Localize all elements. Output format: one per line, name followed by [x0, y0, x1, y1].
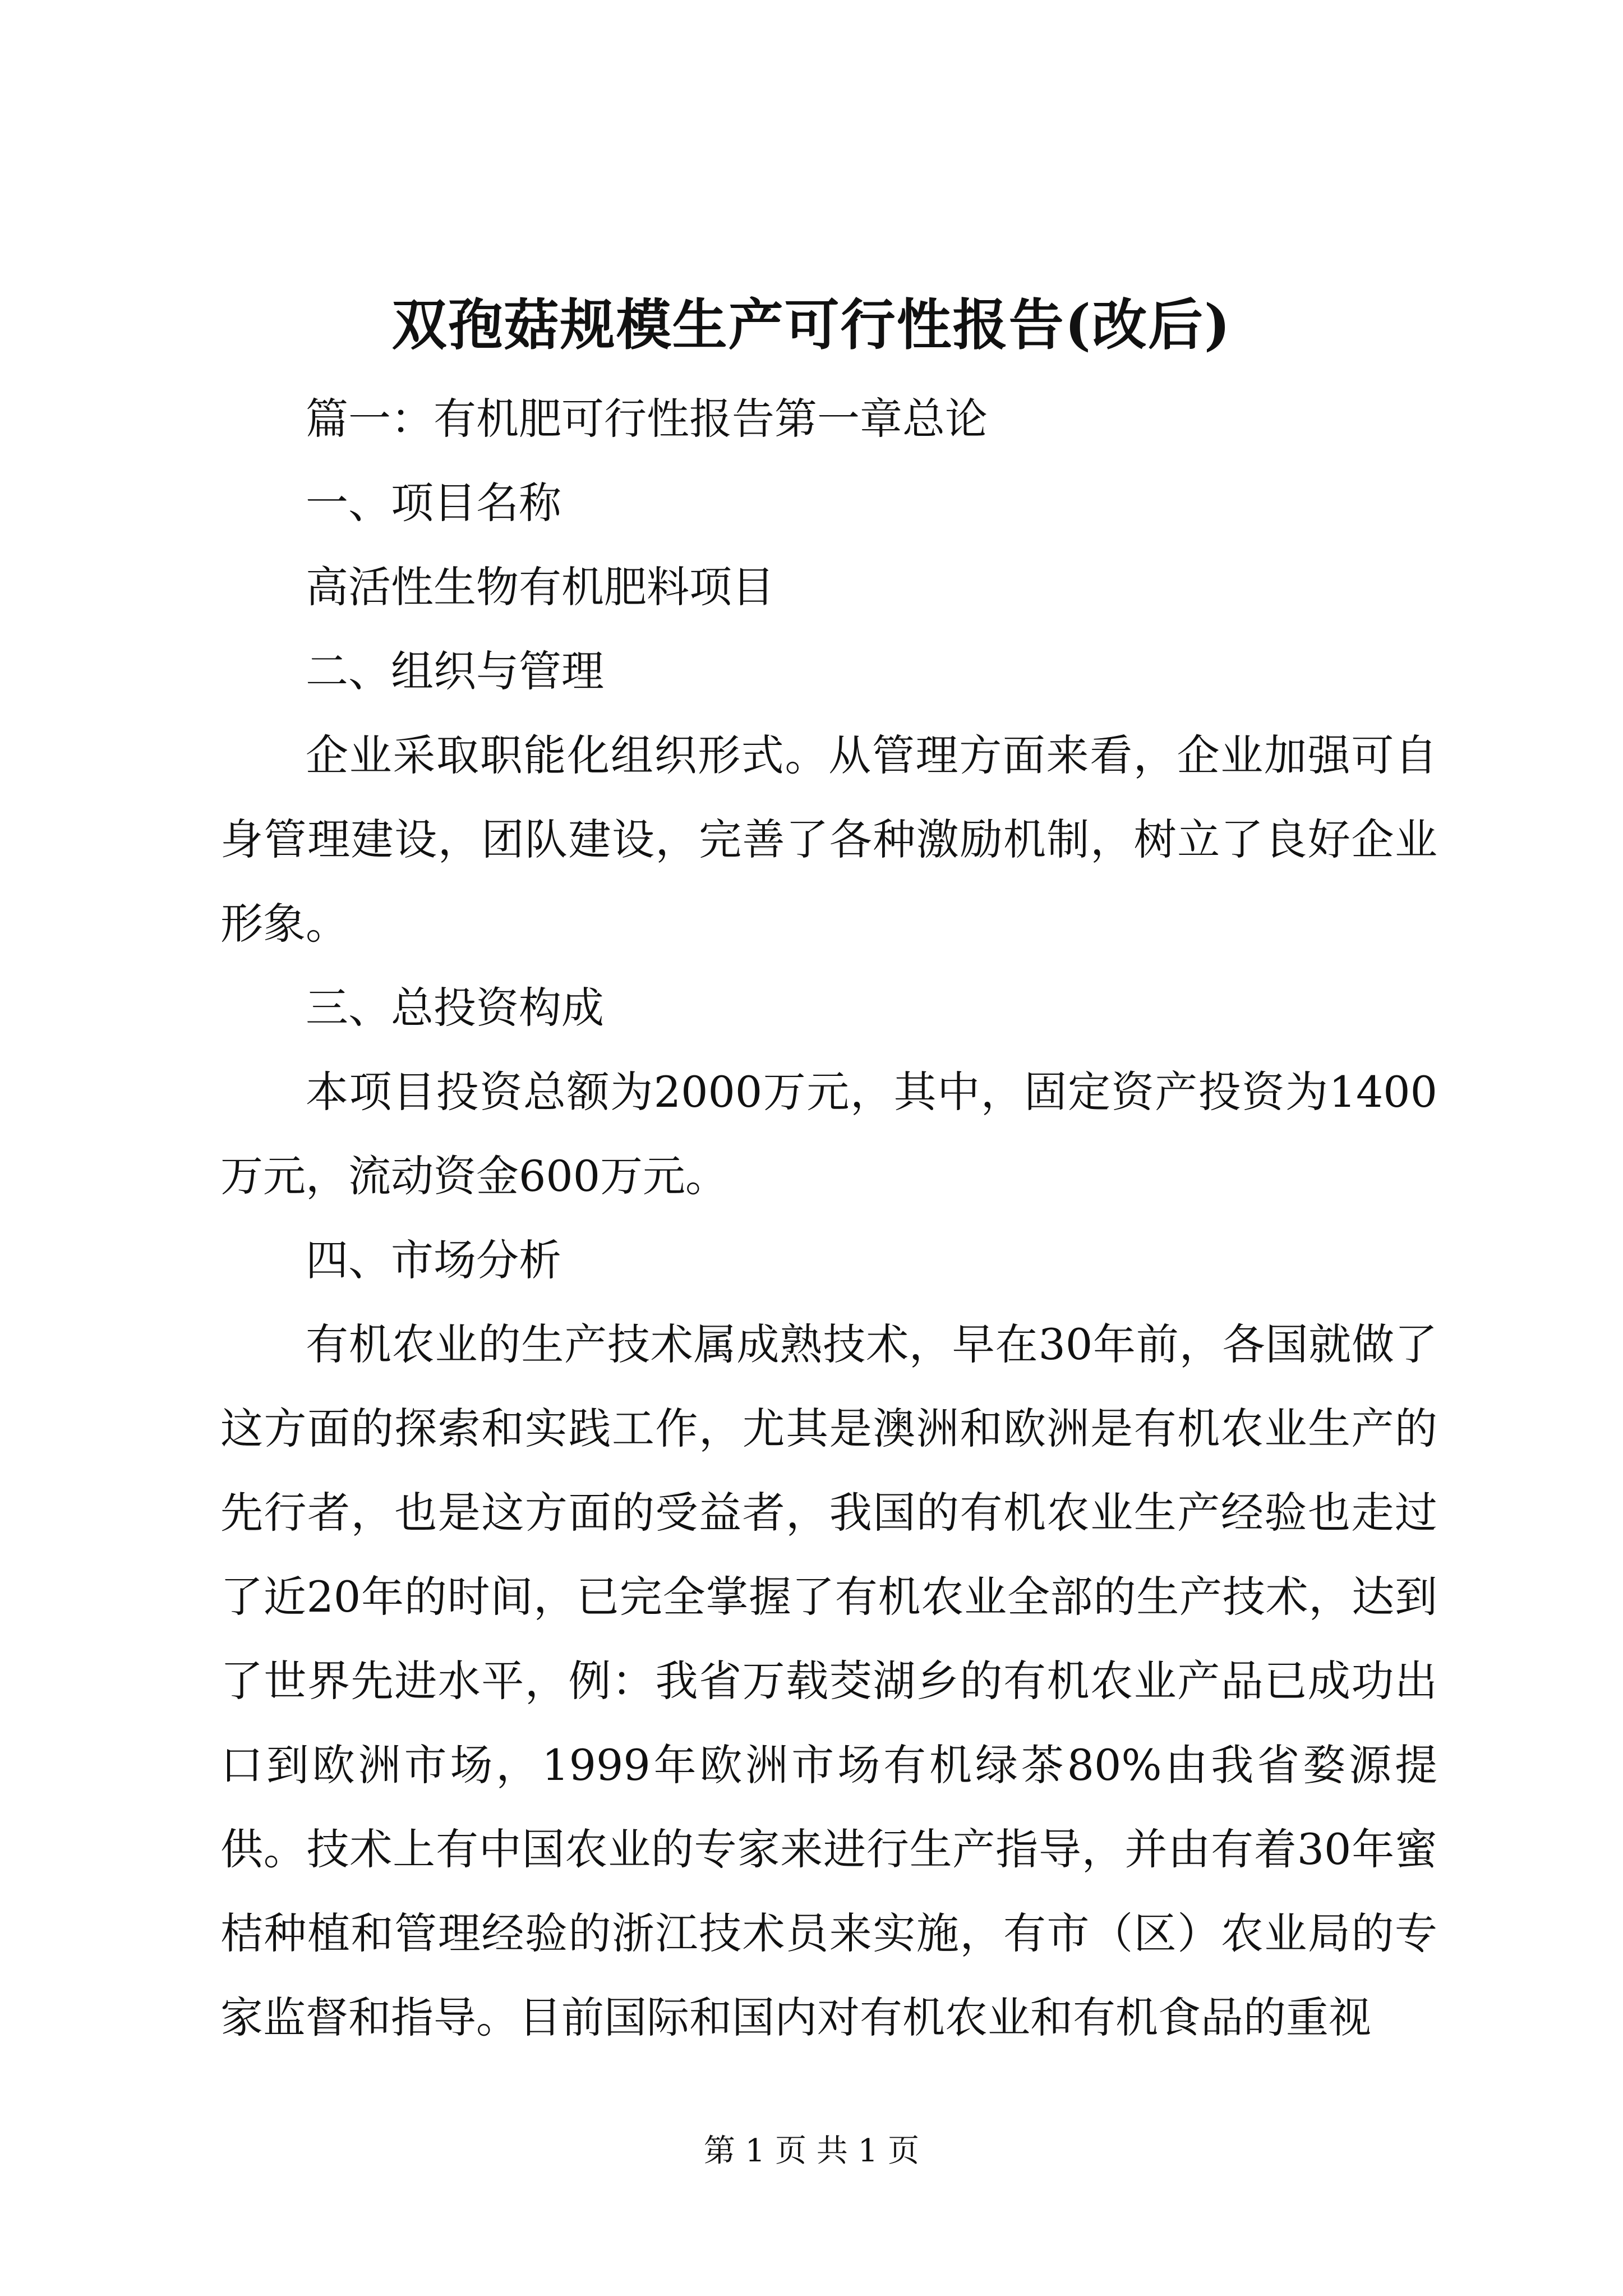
paragraph-market-analysis: 有机农业的生产技术属成熟技术，早在30年前，各国就做了这方面的探索和实践工作，尤其是澳洲和欧洲是有机农业生产的先行者，也是这方面的受益者，我国的有机农业生产经验也走过了近20年的时间，已完全掌握了有机农业全部的生产技术，达到了世界先进水平，例：我省万载茭湖乡的有机农业产品已成功出口到欧洲市场，1999年欧洲市场有机绿茶80%由我省婺源提供。技术上有中国农业的专家来进行生产指导，并由有着30年蜜桔种植和管理经验的浙江技术员来实施，有市（区）农业局的专家监督和指导。目前国际和国内对有机农业和有机食品的重视 — [220, 1319, 1437, 2042]
page-footer: 第 1 页 共 1 页 — [703, 2133, 920, 2169]
paragraph-section-2-heading: 二、组织与管理 — [306, 646, 604, 696]
paragraph-section-3-heading: 三、总投资构成 — [306, 983, 604, 1033]
paragraph-investment: 本项目投资总额为2000万元，其中，固定资产投资为1400万元，流动资金600万元。 — [220, 1067, 1437, 1201]
document-body — [220, 377, 1437, 2060]
document-title: 双孢菇规模生产可行性报告(改后) — [391, 293, 1232, 357]
paragraph-organization: 企业采取职能化组织形式。从管理方面来看，企业加强可自身管理建设，团队建设，完善了各种激励机制，树立了良好企业形象。 — [220, 730, 1437, 949]
paragraph-section-4-heading: 四、市场分析 — [306, 1235, 561, 1285]
paragraph-part-heading: 篇一：有机肥可行性报告第一章总论 — [306, 394, 988, 444]
paragraph-section-1-heading: 一、项目名称 — [306, 478, 561, 528]
paragraph-project-name: 高活性生物有机肥料项目 — [306, 562, 774, 612]
